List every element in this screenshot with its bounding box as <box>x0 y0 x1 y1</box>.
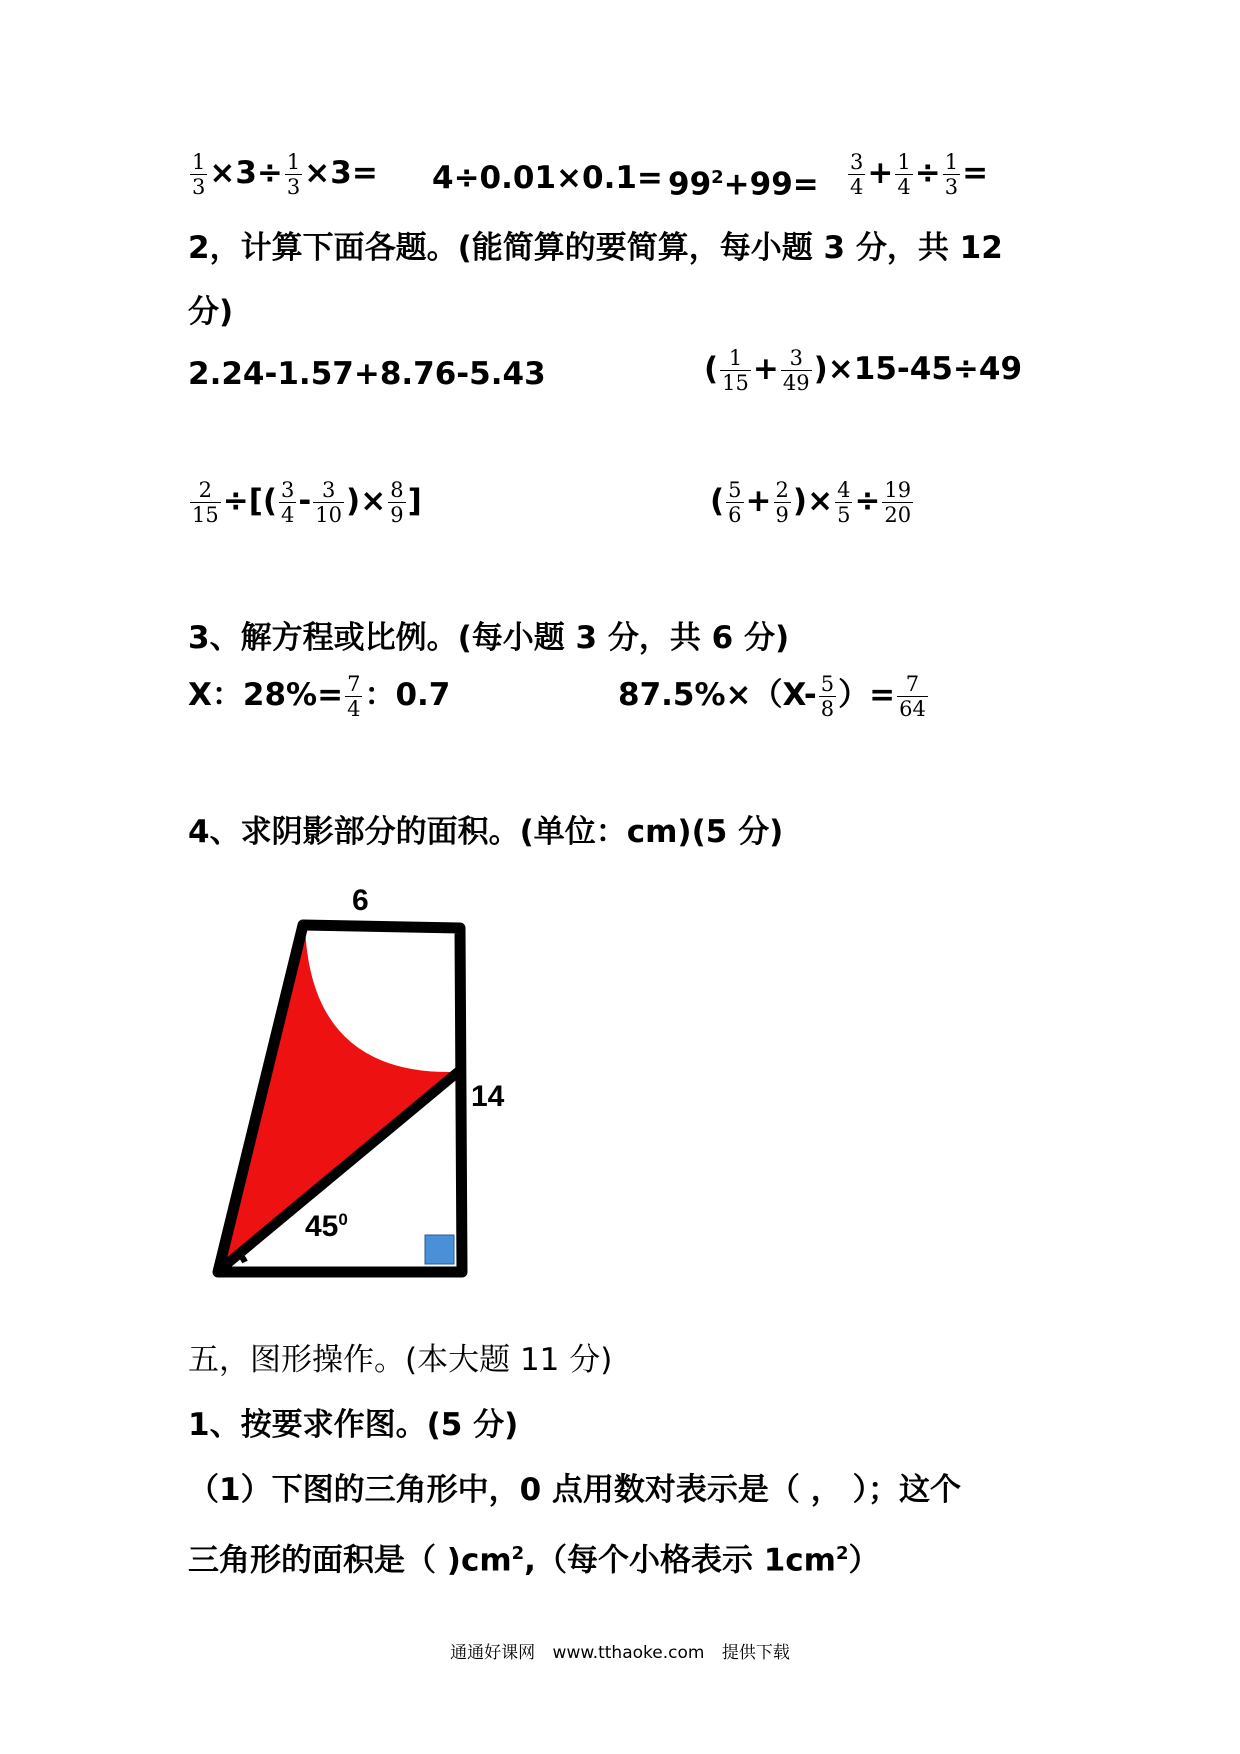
label-angle-45: $45^0$ <box>305 1210 348 1243</box>
fraction: $\frac{1}{3}$ <box>192 150 206 199</box>
footer-suffix: 提供下载 <box>721 1643 790 1663</box>
q2-problem-2: ( $\frac{1}{15}$ + $\frac{3}{49}$ )×15-45÷49 <box>704 346 1023 395</box>
q3-equation-2: 87.5%×（X- $\frac{5}{8}$ ）= $\frac{7}{64}$ <box>618 672 926 721</box>
expr-row1-3: $99^2+99=$ <box>668 166 819 203</box>
q2-problem-4: ( $\frac{5}{6}$ + $\frac{2}{9}$ )× $\frac{4}{5}$ ÷ $\frac{19}{20}$ <box>710 478 912 527</box>
q3-equation-1: X：28%= $\frac{7}{4}$ ：0.7 <box>188 672 451 721</box>
expr-row1-2: 4÷0.01×0.1= <box>432 160 663 196</box>
expr-row1-4: $\frac{3}{4}$ + $\frac{1}{4}$ ÷ $\frac{1}{3}$ = <box>850 150 989 199</box>
q3-heading: 3、解方程或比例。(每小题 3 分，共 6 分) <box>188 620 790 656</box>
q2-heading-line2: 分) <box>188 294 234 330</box>
label-top-6: 6 <box>352 884 369 917</box>
q2-problem-3: $\frac{2}{15}$ ÷[( $\frac{3}{4}$ - $\frac{3}{10}$ )× $\frac{8}{9}$ ] <box>192 478 422 527</box>
label-side-14: 14 <box>471 1080 505 1113</box>
footer <box>0 1638 1240 1663</box>
section5-line2: 三角形的面积是（ )$cm^2$,（每个小格表示 $1cm^2$） <box>188 1542 880 1579</box>
section5-line1: （1）下图的三角形中，0 点用数对表示是（ ， ）；这个 <box>188 1472 962 1508</box>
right-angle-marker <box>425 1235 454 1264</box>
section5-heading: 五，图形操作。(本大题 11 分) <box>188 1342 613 1378</box>
q4-heading: 4、求阴影部分的面积。(单位：cm)(5 分) <box>188 814 784 850</box>
fraction: $\frac{1}{3}$ <box>286 150 301 199</box>
q2-problem-1: 2.24-1.57+8.76-5.43 <box>188 356 546 392</box>
section5-sub1: 1、按要求作图。(5 分) <box>188 1407 519 1443</box>
q2-heading-line1: 2，计算下面各题。(能简算的要简算，每小题 3 分，共 12 <box>188 230 1003 266</box>
footer-site-name: 通通好课网 <box>450 1643 536 1663</box>
expr-row1-1: $\frac{1}{3}$ ×3÷ $\frac{1}{3}$ ×3= <box>192 150 378 199</box>
footer-url[interactable]: www.tthaoke.com <box>552 1643 705 1663</box>
